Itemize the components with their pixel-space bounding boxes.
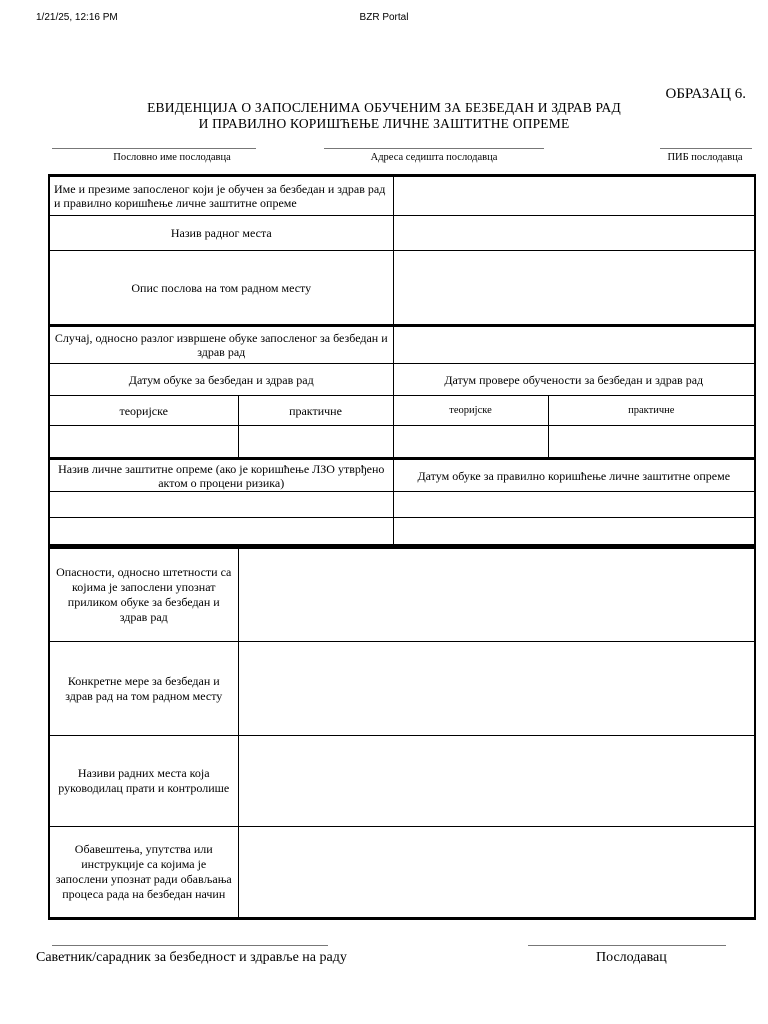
form-title-line-2: И ПРАВИЛНО КОРИШЋЕЊЕ ЛИЧНЕ ЗАШТИТНЕ ОПРЕМЕ — [198, 116, 570, 131]
hazards-cell[interactable] — [238, 548, 755, 642]
workplace-name-cell[interactable] — [393, 216, 755, 251]
hazards-table — [48, 546, 756, 920]
ppe-training-date-label: Датум обуке за правилно коришћење личне заштитне опреме — [393, 459, 755, 492]
measures-label: Конкретне мере за безбедан и здрав рад на том радном месту — [49, 642, 238, 736]
training-theoretical-cell[interactable] — [49, 426, 238, 459]
employer-label: Послодавац — [596, 950, 667, 965]
training-practical-label: практичне — [238, 396, 393, 426]
training-reason-label: Случај, односно разлог извршене обуке запосленог за безбедан и здрав рад — [49, 326, 393, 364]
pib-label: ПИБ послодавца — [667, 152, 743, 163]
employee-name-label: Име и презиме запосленог који је обучен за безбедан и здрав рад и правилно коришћење личне заштитне опреме — [49, 176, 393, 216]
employer-signature-line — [528, 945, 726, 946]
check-theoretical-label: теоријске — [393, 396, 548, 426]
ppe-name-label: Назив личне заштитне опреме (ако је коришћење ЛЗО утврђено актом о процени ризика) — [49, 459, 393, 492]
print-header — [0, 6, 768, 26]
job-description-cell[interactable] — [393, 251, 755, 326]
training-practical-cell[interactable] — [238, 426, 393, 459]
address-label: Адреса седишта послодавца — [370, 152, 498, 163]
hazards-label: Опасности, односно штетности са којима је запослени упознат приликом обуке за безбедан и здрав рад — [49, 548, 238, 642]
employee-name-cell[interactable] — [393, 176, 755, 216]
check-date-label: Датум провере обучености за безбедан и здрав рад — [393, 364, 755, 396]
supervised-workplaces-cell[interactable] — [238, 736, 755, 827]
notices-label: Обавештења, упутства или инструкције са којима је запослени упознат ради обављања процеса рада на безбедан начин — [49, 827, 238, 919]
advisor-label: Саветник/сарадник за безбедност и здравље на раду — [36, 950, 347, 965]
job-description-label: Опис послова на том радном месту — [49, 251, 393, 326]
check-theoretical-cell[interactable] — [393, 426, 548, 459]
ppe-name-cell-2[interactable] — [49, 518, 393, 546]
notices-cell[interactable] — [238, 827, 755, 919]
pib-line — [660, 148, 752, 149]
ppe-date-cell-1[interactable] — [393, 492, 755, 518]
form-title-line-1: ЕВИДЕНЦИЈА О ЗАПОСЛЕНИМА ОБУЧЕНИМ ЗА БЕЗБЕДАН И ЗДРАВ РАД — [147, 100, 621, 115]
print-title: BZR Portal — [359, 12, 409, 23]
workplace-name-label: Назив радног места — [49, 216, 393, 251]
form-title — [0, 100, 768, 132]
check-practical-label: практичне — [548, 396, 755, 426]
form-number: ОБРАЗАЦ 6. — [665, 86, 746, 102]
ppe-date-cell-2[interactable] — [393, 518, 755, 546]
business-name-line — [52, 148, 256, 149]
ppe-name-cell-1[interactable] — [49, 492, 393, 518]
training-theoretical-label: теоријске — [49, 396, 238, 426]
print-datetime: 1/21/25, 12:16 PM — [36, 12, 118, 23]
supervised-workplaces-label: Називи радних места која руководилац прати и контролише — [49, 736, 238, 827]
measures-cell[interactable] — [238, 642, 755, 736]
check-practical-cell[interactable] — [548, 426, 755, 459]
address-line — [324, 148, 544, 149]
advisor-signature-line — [52, 945, 328, 946]
business-name-label: Пословно име послодавца — [113, 152, 231, 163]
training-reason-cell[interactable] — [393, 326, 755, 364]
training-date-label: Датум обуке за безбедан и здрав рад — [49, 364, 393, 396]
employee-training-table — [48, 174, 756, 547]
